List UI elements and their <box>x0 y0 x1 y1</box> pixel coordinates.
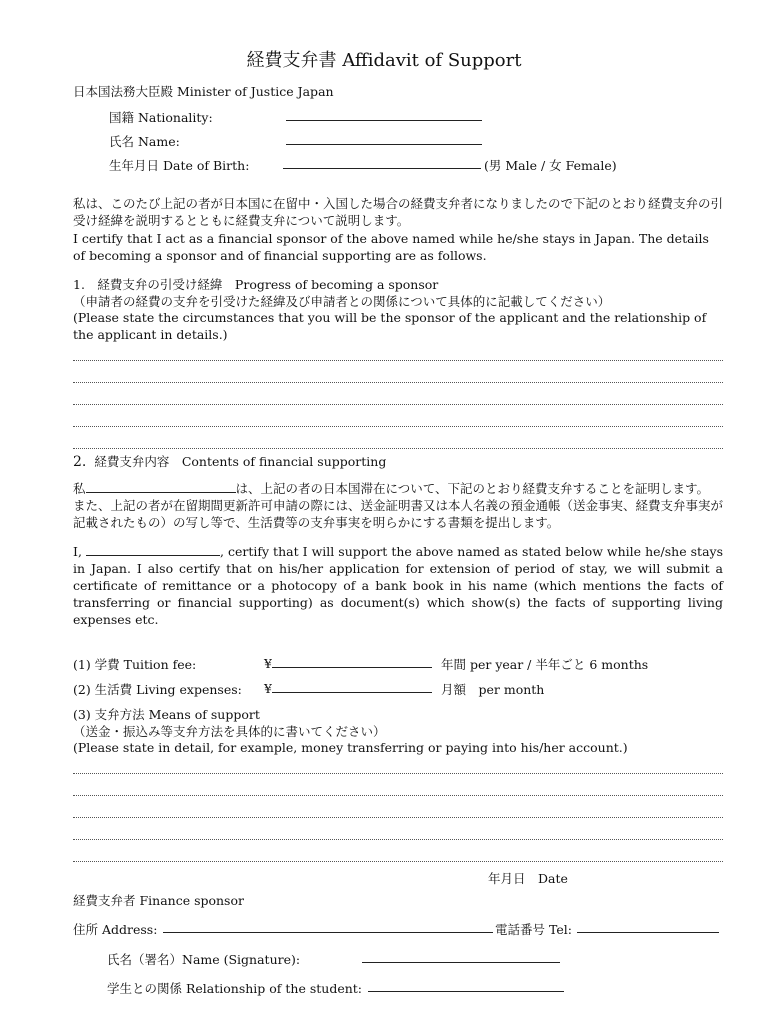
dob-field[interactable] <box>283 156 481 172</box>
tuition-field[interactable] <box>264 655 432 671</box>
section1-answer-line[interactable] <box>73 426 723 427</box>
document-title: 経費支弁書 Affidavit of Support <box>246 50 522 71</box>
section2-heading <box>73 452 386 470</box>
intro-english: I certify that I act as a financial sponsor of the above named while he/she stays in Japan. The details of becoming a sponsor and of financial supporting are as follows. <box>73 231 709 263</box>
living-expenses-unit: 月額 per month <box>441 682 545 697</box>
cert-jp-prefix: 私 <box>73 481 86 496</box>
signature-field[interactable] <box>362 950 560 966</box>
certification-english <box>73 543 723 628</box>
living-expenses-field[interactable] <box>264 680 432 696</box>
section1-heading: 1. 経費支弁の引受け経緯 Progress of becoming a sponsor <box>73 277 439 292</box>
cert-en-prefix: I, <box>73 544 82 559</box>
section1-answer-line[interactable] <box>73 404 723 405</box>
means-answer-line[interactable] <box>73 817 723 818</box>
living-expenses-label: (2) 生活費 Living expenses: <box>73 682 242 697</box>
sponsor-heading: 経費支弁者 Finance sponsor <box>73 893 244 908</box>
certifier-name-en-field[interactable] <box>86 543 220 556</box>
relationship-field[interactable] <box>368 979 564 995</box>
means-answer-line[interactable] <box>73 839 723 840</box>
cert-en-text: , certify that I will support the above named as stated below while he/she stays in Japan. I also certify that on his/her application for extension of period of stay, we will submit a certificate of remittance or a photocopy of a bank book in his name (which mentions the facts of transferring or financial supporting) as document(s) which show(s) the facts of supporting living expenses etc. <box>73 544 723 627</box>
means-answer-line[interactable] <box>73 795 723 796</box>
means-note-japanese: （送金・振込み等支弁方法を具体的に書いてください） <box>73 724 386 739</box>
nationality-label: 国籍 Nationality: <box>109 110 213 125</box>
tel-field[interactable] <box>577 920 719 936</box>
name-field[interactable] <box>286 132 482 148</box>
means-note-english: (Please state in detail, for example, money transferring or paying into his/her account.) <box>73 740 628 755</box>
means-label: (3) 支弁方法 Means of support <box>73 707 260 722</box>
addressee: 日本国法務大臣殿 Minister of Justice Japan <box>73 84 334 99</box>
certification-japanese-2: また、上記の者が在留期間更新許可申請の際には、送金証明書又は本人名義の預金通帳（送金事実、経費支弁事実が記載されたもの）の写し等で、生活費等の支弁事実を明らかにする書類を提出します。 <box>73 498 724 530</box>
section2-title: 経費支弁内容 Contents of financial supporting <box>94 454 387 469</box>
section1-note-english: (Please state the circumstances that you will be the sponsor of the applicant and the relationship of the applicant in details.) <box>73 310 707 342</box>
address-label: 住所 Address: <box>73 922 158 937</box>
intro-japanese: 私は、このたび上記の者が日本国に在留中・入国した場合の経費支弁者になりましたので下記のとおり経費支弁の引受け経緯を説明するとともに経費支弁について説明します。 <box>73 196 724 228</box>
certifier-name-jp-field[interactable] <box>86 480 236 493</box>
certification-japanese <box>73 480 723 497</box>
means-answer-line[interactable] <box>73 861 723 862</box>
section1-answer-line[interactable] <box>73 360 723 361</box>
address-field[interactable] <box>163 920 493 936</box>
yen-symbol: ¥ <box>264 656 272 671</box>
section2-number: 2. <box>73 454 87 470</box>
section1-answer-line[interactable] <box>73 448 723 449</box>
tel-label: 電話番号 Tel: <box>495 922 572 937</box>
cert-jp-text: は、上記の者の日本国滞在について、下記のとおり経費支弁することを証明します。 <box>235 481 710 496</box>
tuition-unit: 年間 per year / 半年ごと 6 months <box>441 657 649 672</box>
date-label: 年月日 Date <box>488 871 568 886</box>
tuition-label: (1) 学費 Tuition fee: <box>73 657 197 672</box>
means-answer-line[interactable] <box>73 773 723 774</box>
nationality-field[interactable] <box>286 108 482 124</box>
relationship-label: 学生との関係 Relationship of the student: <box>107 981 363 996</box>
signature-label: 氏名（署名）Name (Signature): <box>107 952 301 967</box>
yen-symbol: ¥ <box>264 681 272 696</box>
section1-answer-line[interactable] <box>73 382 723 383</box>
gender-choice[interactable]: (男 Male / 女 Female) <box>484 158 617 173</box>
section1-note-japanese: （申請者の経費の支弁を引受けた経緯及び申請者との関係について具体的に記載してください） <box>73 294 611 309</box>
dob-label: 生年月日 Date of Birth: <box>109 158 250 173</box>
name-label: 氏名 Name: <box>109 134 180 149</box>
